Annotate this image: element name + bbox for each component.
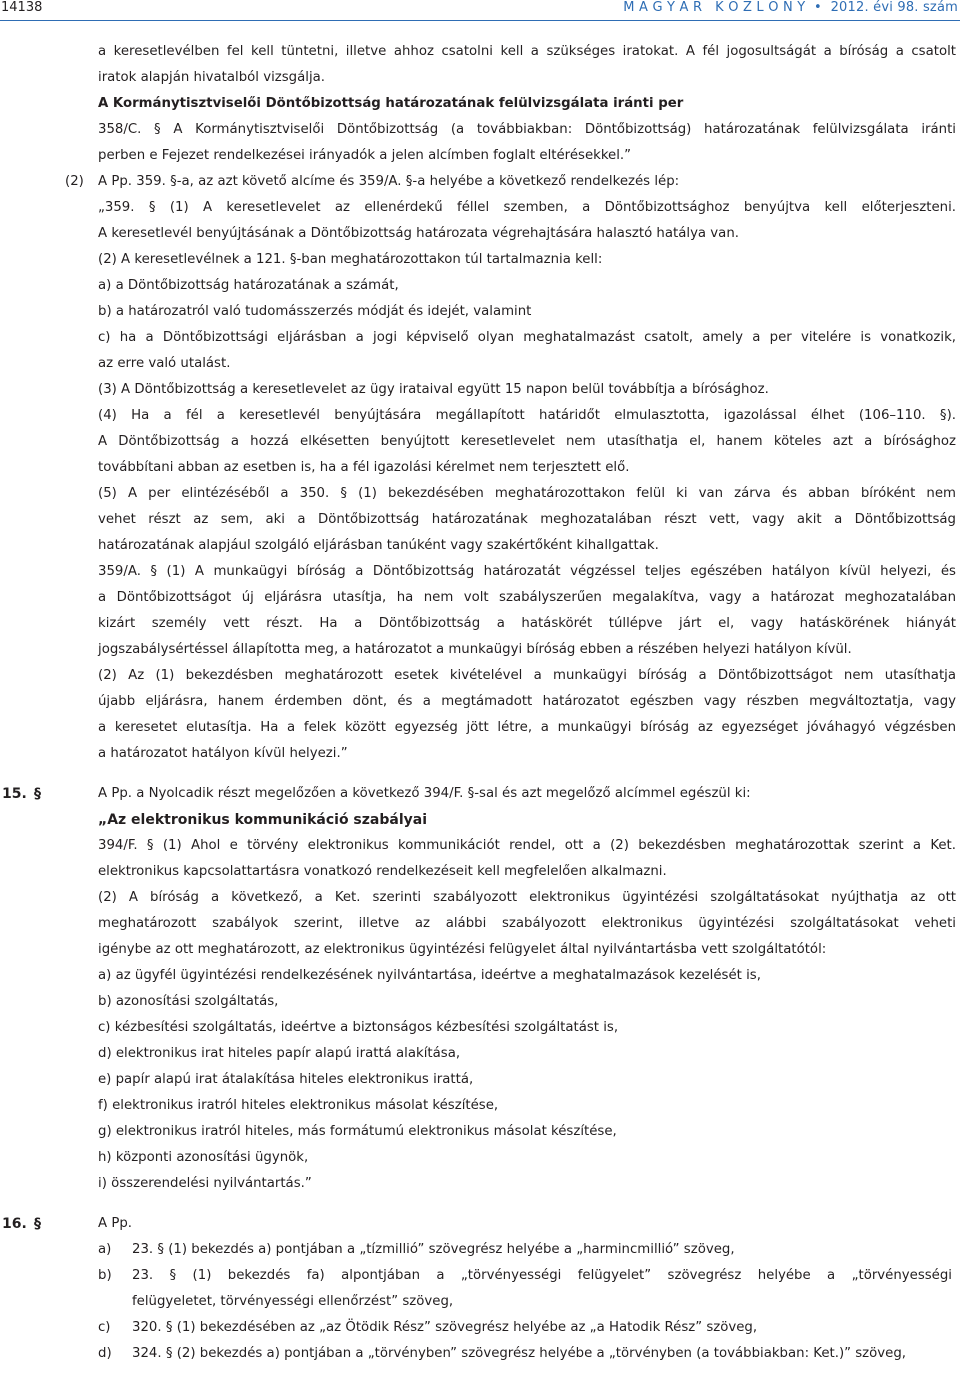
list-item: g) elektronikus iratról hiteles, más formátumú elektronikus másolat készítése, <box>98 1124 617 1139</box>
document-body <box>0 39 960 1367</box>
item-text: 324. § (2) bekezdés a) pontjában a „törvényben” szövegrész helyébe a „törvényben (a továbbiakban: Ket.)” szöveg, <box>132 1346 907 1361</box>
text-line: jogszabálysértéssel állapította meg, a határozatot a munkaügyi bíróság ebben a részében helyezi hatályon kívül. <box>98 642 852 657</box>
text-line: újabb eljárásra, hanem érdemben dönt, és a megtámadott határozatot egészben vagy részben megváltoztatja, vagy <box>98 694 956 709</box>
subsection-heading: A Kormánytisztviselői Döntőbizottság határozatának felülvizsgálata iránti per <box>98 96 684 111</box>
header-rule <box>0 20 960 21</box>
section-symbol: § <box>34 786 41 802</box>
item-text: 23. § (1) bekezdés a) pontjában a „tízmillió” szövegrész helyébe a „harmincmillió” szöveg, <box>132 1242 735 1257</box>
text-line: (2) Az (1) bekezdésben meghatározott esetek kivételével a munkaügyi bíróság a Döntőbizottságot nem utasíthatja <box>98 668 956 683</box>
paragraph-2 <box>0 169 960 195</box>
section-intro: A Pp. a Nyolcadik részt megelőzően a következő 394/F. §-sal és azt megelőző alcímmel egészül ki: <box>98 786 751 801</box>
page-header <box>0 0 960 22</box>
text-line: (2) A bíróság a következő, a Ket. szerinti szabályozott elektronikus ügyintézési szolgáltatásokat nyújthatja az ott <box>98 890 956 905</box>
text-line: A Döntőbizottság a hozzá elkésetten benyújtott keresetlevelet nem utasíthatja el, hanem köteles azt a bírósághoz <box>98 434 956 449</box>
amendment-item-continuation <box>0 1289 960 1315</box>
item-label: c) <box>98 1320 111 1335</box>
text-line: iratok alapján hivatalból vizsgálja. <box>98 70 326 85</box>
section-15 <box>0 781 960 807</box>
section-symbol: § <box>34 1216 41 1232</box>
running-title: M A G Y A R K Ö Z L Ö N Y • 2012. évi 98. szám <box>623 0 958 15</box>
text-line: kizárt személy vett részt. Ha a Döntőbizottság a hatáskörét túllépve járt el, vagy hatáskörének hiányát <box>98 616 956 631</box>
text-line: (4) Ha a fél a keresetlevél benyújtására megállapított határidőt elmulasztotta, igazolással élhet (106–110. §). <box>98 408 956 423</box>
list-item: d) elektronikus irat hiteles papír alapú irattá alakítása, <box>98 1046 461 1061</box>
item-text: 320. § (1) bekezdésében az „az Ötödik Rész” szövegrész helyébe az „a Hatodik Rész” szöveg, <box>132 1320 758 1335</box>
text-line: A Pp. 359. §-a, az azt követő alcíme és 359/A. §-a helyébe a következő rendelkezés lép: <box>98 174 680 189</box>
text-line: a) a Döntőbizottság határozatának a számát, <box>98 278 399 293</box>
list-item: b) azonosítási szolgáltatás, <box>98 994 279 1009</box>
text-line: A keresetlevél benyújtásának a Döntőbizottság határozata végrehajtására halasztó hatálya van. <box>98 226 739 241</box>
amendment-item <box>0 1263 960 1289</box>
amendment-item <box>0 1237 960 1263</box>
text-line: igénybe az ott meghatározott, az elektronikus ügyintézési felügyelet által nyilvántartásba vett szolgáltatótól: <box>98 942 827 957</box>
amendment-item <box>0 1341 960 1367</box>
text-line: a határozatot hatályon kívül helyezi.” <box>98 746 348 761</box>
text-line: 358/C. § A Kormánytisztviselői Döntőbizottság (a továbbiakban: Döntőbizottság) határozatának felülvizsgálata iránti <box>98 122 956 137</box>
text-line: a keresetlevélben fel kell tüntetni, illetve ahhoz csatolni kell a szükséges iratokat. A fél jogosultságát a bíróság a csatolt <box>98 44 956 59</box>
list-item: e) papír alapú irat átalakítása hiteles elektronikus irattá, <box>98 1072 474 1087</box>
list-item: h) központi azonosítási ügynök, <box>98 1150 309 1165</box>
text-line: elektronikus kapcsolattartásra vonatkozó rendelkezéseit kell megfelelően alkalmazni. <box>98 864 667 879</box>
text-line: vehet részt az sem, aki a Döntőbizottság határozatának meghozatalában részt vett, vagy akit a Döntőbizottság <box>98 512 956 527</box>
text-line: meghatározott szabályok szerint, illetve az alábbi szabályozott elektronikus ügyintézési szolgáltatásokat veheti <box>98 916 956 931</box>
list-item: a) az ügyfél ügyintézési rendelkezésének nyilvántartása, ideértve a meghatalmazások kezelését is, <box>98 968 761 983</box>
text-line: a Döntőbizottságot új eljárásra utasítja, ha nem volt szabályszerűen megalakítva, vagy a határozat meghozatalában <box>98 590 956 605</box>
text-line: a keresetet elutasítja. Ha a felek között egyezség jött létre, a munkaügyi bíróság az egyezséget jóváhagyó végzésben <box>98 720 956 735</box>
text-line: határozatának alapjául szolgáló eljárásban tanúként vagy szakértőként kihallgattak. <box>98 538 659 553</box>
text-line: 394/F. § (1) Ahol e törvény elektronikus kommunikációt rendel, ott a (2) bekezdésben meghatározottak szerint a Ket. <box>98 838 956 853</box>
text-line: (5) A per elintézéséből a 350. § (1) bekezdésében meghatározottakon felül ki van zárva és abban bíróként nem <box>98 486 956 501</box>
text-line: (2) A keresetlevélnek a 121. §-ban meghatározottakon túl tartalmaznia kell: <box>98 252 603 267</box>
item-text: 23. § (1) bekezdés fa) alpontjában a „törvényességi felügyelet” szövegrész helyébe a „törvényességi <box>132 1268 952 1283</box>
page-number: 14138 <box>1 0 43 15</box>
text-line: 359/A. § (1) A munkaügyi bíróság a Döntőbizottság határozatát végzéssel teljes egészében hatályon kívül helyezi, és <box>98 564 956 579</box>
section-intro: A Pp. <box>98 1216 133 1231</box>
section-number: 15. <box>2 786 27 802</box>
list-item: f) elektronikus iratról hiteles elektronikus másolat készítése, <box>98 1098 499 1113</box>
item-label: a) <box>98 1242 112 1257</box>
text-line: az erre való utalást. <box>98 356 231 371</box>
text-line: (3) A Döntőbizottság a keresetlevelet az ügy irataival együtt 15 napon belül továbbítja a bírósághoz. <box>98 382 769 397</box>
item-label: b) <box>98 1268 112 1283</box>
section-16 <box>0 1211 960 1237</box>
text-line: c) ha a Döntőbizottsági eljárásban a jogi képviselő olyan meghatalmazást csatolt, amely a per vitelére is vonatkozik, <box>98 330 956 345</box>
item-label: d) <box>98 1346 112 1361</box>
text-line: továbbítani abban az esetben is, ha a fél igazolási kérelmet nem terjesztett elő. <box>98 460 630 475</box>
item-text: felügyeletet, törvényességi ellenőrzést” szöveg, <box>132 1294 454 1309</box>
list-item: i) összerendelési nyilvántartás.” <box>98 1176 312 1191</box>
text-line: perben e Fejezet rendelkezései irányadók a jelen alcímben foglalt eltérésekkel.” <box>98 148 632 163</box>
list-item: c) kézbesítési szolgáltatás, ideértve a biztonságos kézbesítési szolgáltatást is, <box>98 1020 619 1035</box>
subsection-heading: „Az elektronikus kommunikáció szabályai <box>98 812 427 828</box>
section-number: 16. <box>2 1216 27 1232</box>
text-line: „359. § (1) A keresetlevelet az ellenérdekű féllel szemben, a Döntőbizottsághoz benyújtva kell előterjeszteni. <box>98 200 956 215</box>
text-line: b) a határozatról való tudomásszerzés módját és idejét, valamint <box>98 304 532 319</box>
amendment-item <box>0 1315 960 1341</box>
paragraph-number: (2) <box>65 174 84 189</box>
